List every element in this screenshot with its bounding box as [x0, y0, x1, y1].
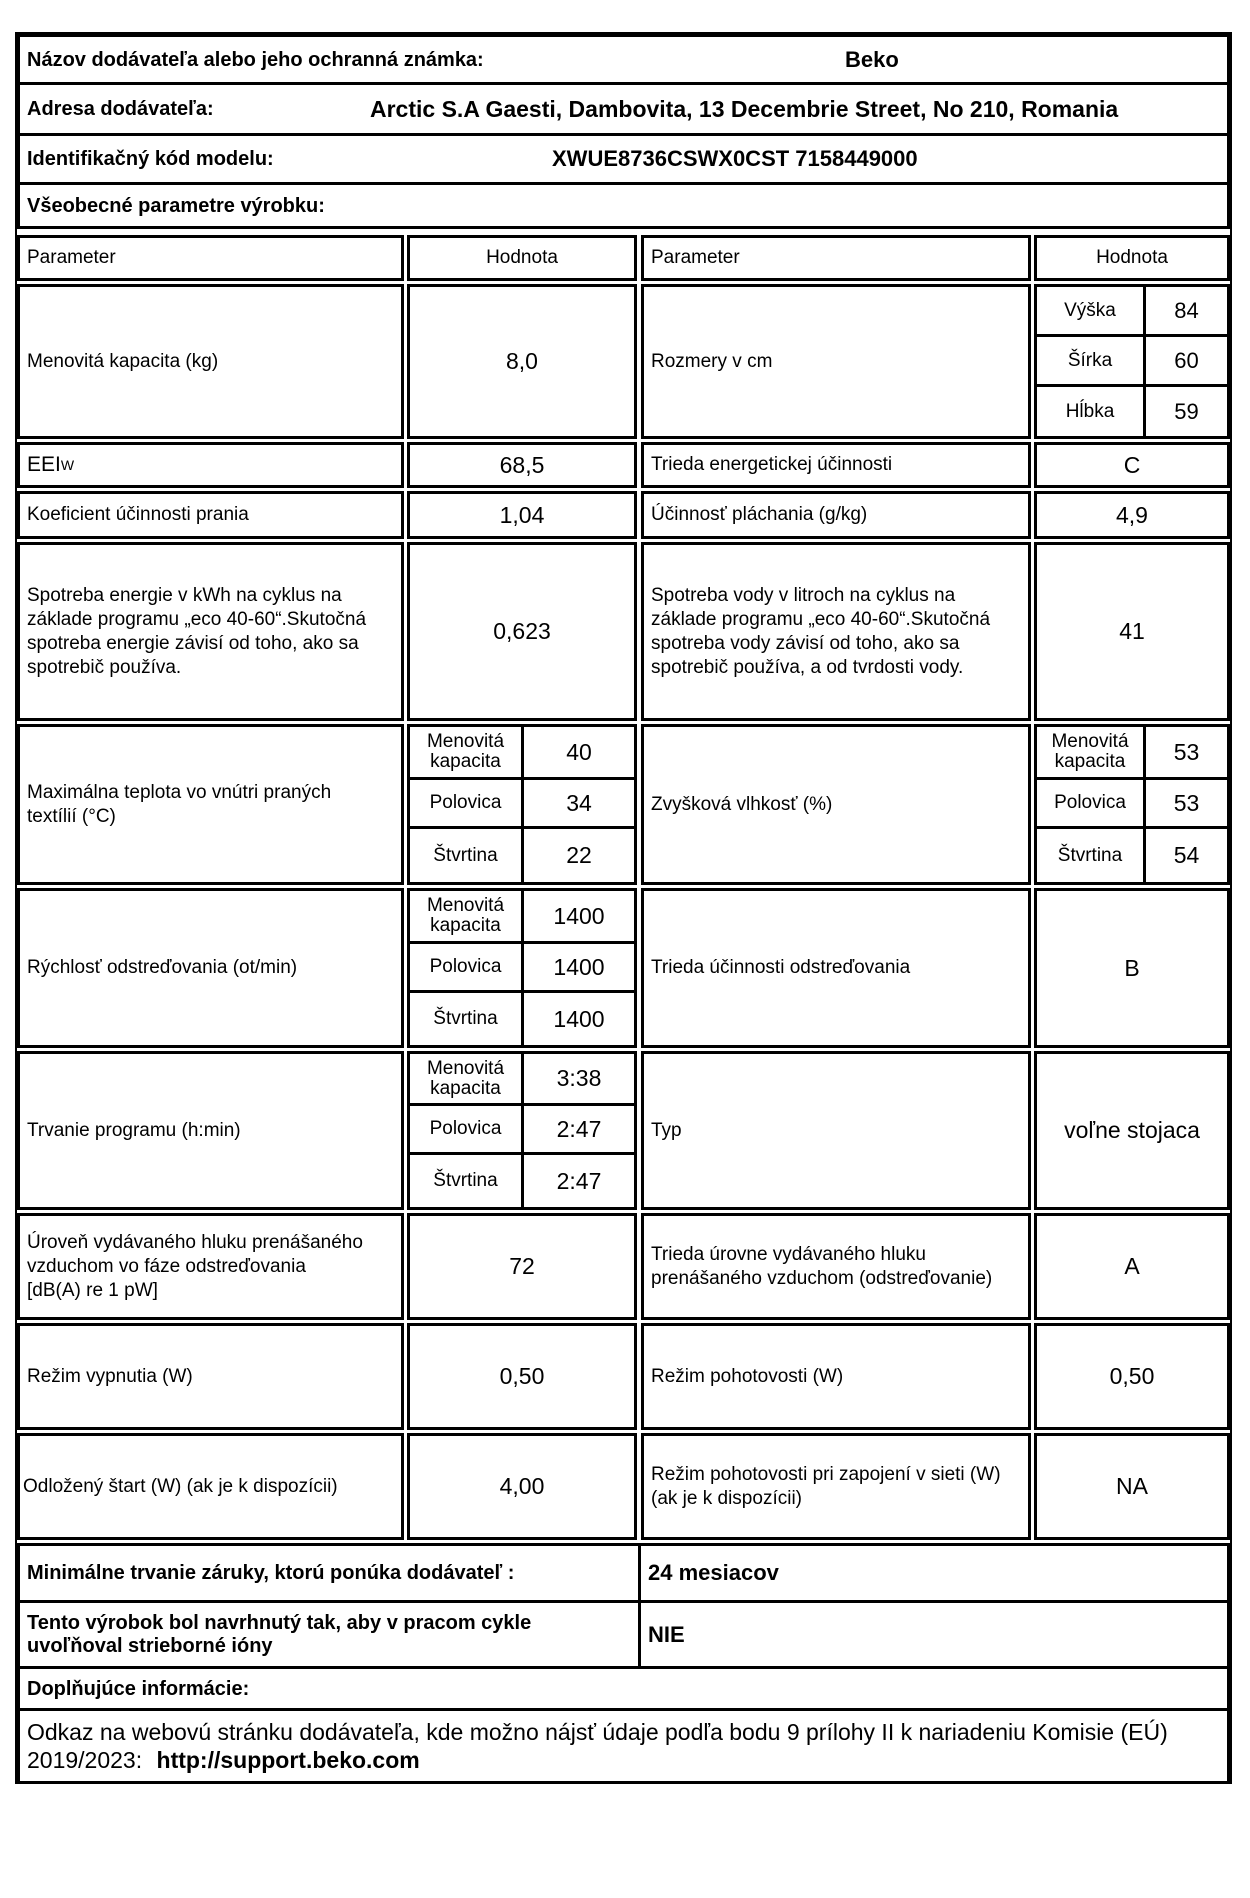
off-mode-label — [17, 1323, 404, 1430]
energy-consumption-label — [17, 542, 404, 721]
dim-width-value-text: 60 — [1174, 347, 1199, 373]
dim-depth-label — [1034, 384, 1146, 439]
header-parameter-text: Parameter — [651, 247, 740, 268]
water-consumption-label — [641, 542, 1031, 721]
dim-width-label — [1034, 334, 1146, 387]
spin-rated-value — [521, 888, 637, 944]
silver-ions-value — [638, 1600, 1230, 1669]
capacity-value-text: 8,0 — [506, 348, 538, 374]
spin-quarter-value-text: 1400 — [553, 1005, 605, 1032]
spin-half-value-text: 1400 — [553, 953, 605, 980]
duration-half-label — [407, 1103, 524, 1155]
load-half-text: Polovica — [429, 792, 502, 813]
eei-label-text: EEI — [27, 453, 61, 476]
energy-class-label-text: Trieda energetickej účinnosti — [651, 454, 893, 475]
dimensions-label — [641, 284, 1031, 439]
max-temp-half-value — [521, 777, 637, 829]
spin-rated-label — [407, 888, 524, 944]
networked-standby-label-text: Režim pohotovosti pri zapojení v sieti (W) (ak je k dispozícii) — [651, 1463, 1001, 1509]
water-consumption-label-text: Spotreba vody v litroch na cyklus na základe programu „eco 40-60“.Skutočná spotreba vody závisí od toho, ako sa spotrebič používa, a od tvrdosti vody. — [651, 584, 991, 678]
capacity-label — [17, 284, 404, 439]
max-temp-rated-label — [407, 724, 524, 780]
duration-rated-label — [407, 1051, 524, 1106]
supplier-address-label: Adresa dodávateľa: — [27, 98, 214, 120]
moisture-half-label — [1034, 777, 1146, 829]
off-mode-value — [407, 1323, 637, 1430]
capacity-label-text: Menovitá kapacita (kg) — [27, 350, 219, 372]
load-quarter-text: Štvrtina — [1057, 844, 1123, 866]
noise-level-value-text: 72 — [509, 1253, 535, 1279]
networked-standby-label — [641, 1433, 1031, 1540]
standby-mode-label-text: Režim pohotovosti (W) — [651, 1365, 844, 1387]
warranty-value-text: 24 mesiacov — [648, 1560, 779, 1585]
general-parameters-heading — [17, 182, 1230, 229]
website-reference-text — [27, 1718, 1220, 1774]
moisture-label — [641, 724, 1031, 885]
delay-start-value — [407, 1433, 637, 1540]
water-consumption-value — [1034, 542, 1230, 721]
general-parameters-label: Všeobecné parametre výrobku: — [27, 194, 325, 217]
spin-speed-label — [17, 888, 404, 1048]
energy-consumption-value — [407, 542, 637, 721]
silver-ions-label — [17, 1600, 641, 1669]
delay-start-label-text: Odložený štart (W) (ak je k dispozícii) — [23, 1475, 338, 1497]
warranty-value — [638, 1543, 1230, 1603]
rinsing-effectiveness-label — [641, 491, 1031, 539]
header-value-text: Hodnota — [1096, 247, 1168, 268]
washing-efficiency-value-text: 1,04 — [499, 501, 545, 528]
load-half-text: Polovica — [1054, 792, 1126, 813]
duration-quarter-label — [407, 1152, 524, 1210]
spin-class-label — [641, 888, 1031, 1048]
networked-standby-value-text: NA — [1116, 1473, 1148, 1499]
moisture-quarter-label — [1034, 826, 1146, 885]
header-parameter-left — [17, 235, 404, 281]
silver-ions-value-text: NIE — [648, 1621, 685, 1647]
model-id-value: XWUE8736CSWX0CST 7158449000 — [552, 146, 918, 171]
dimensions-label-text: Rozmery v cm — [651, 350, 773, 372]
rinsing-effectiveness-value-text: 4,9 — [1116, 501, 1148, 528]
spin-quarter-value — [521, 990, 637, 1048]
spin-quarter-label — [407, 990, 524, 1048]
support-website-link[interactable]: http://support.beko.com — [156, 1747, 420, 1773]
moisture-rated-value-text: 53 — [1173, 738, 1200, 765]
dim-depth-value — [1143, 384, 1230, 439]
noise-class-value — [1034, 1213, 1230, 1320]
noise-class-label — [641, 1213, 1031, 1320]
load-quarter-text: Štvrtina — [433, 1008, 498, 1029]
eei-value-text: 68,5 — [499, 451, 545, 478]
spin-class-value — [1034, 888, 1230, 1048]
energy-class-value — [1034, 442, 1230, 488]
energy-consumption-value-text: 0,623 — [493, 618, 551, 644]
load-rated-text: Menovitá kapacita — [1051, 731, 1129, 772]
rinsing-effectiveness-value — [1034, 491, 1230, 539]
standby-mode-value-text: 0,50 — [1109, 1363, 1155, 1389]
dim-width-label-text: Šírka — [1067, 349, 1113, 371]
type-label-text: Typ — [651, 1119, 682, 1141]
load-rated-text: Menovitá kapacita — [426, 1057, 505, 1099]
water-consumption-value-text: 41 — [1119, 618, 1145, 644]
max-temp-quarter-value-text: 22 — [566, 842, 592, 868]
moisture-quarter-value-text: 54 — [1173, 842, 1200, 868]
type-label — [641, 1051, 1031, 1210]
noise-level-label — [17, 1213, 404, 1320]
spin-half-value — [521, 941, 637, 993]
duration-quarter-value — [521, 1152, 637, 1210]
washing-efficiency-value — [407, 491, 637, 539]
load-half-text: Polovica — [429, 1118, 502, 1139]
additional-information-heading — [17, 1666, 1230, 1711]
load-rated-text: Menovitá kapacita — [426, 895, 505, 936]
off-mode-label-text: Režim vypnutia (W) — [27, 1365, 193, 1387]
noise-level-label-text: Úroveň vydávaného hluku prenášaného vzduchom vo fáze odstreďovania [dB(A) re 1 pW] — [27, 1231, 363, 1301]
header-parameter-right — [641, 235, 1031, 281]
moisture-half-value — [1143, 777, 1230, 829]
eei-value — [407, 442, 637, 488]
dim-height-label — [1034, 284, 1146, 337]
duration-half-value — [521, 1103, 637, 1155]
capacity-value — [407, 284, 637, 439]
standby-mode-value — [1034, 1323, 1230, 1430]
supplier-website-reference — [17, 1708, 1230, 1784]
energy-class-label — [641, 442, 1031, 488]
supplier-name-row — [17, 34, 1230, 85]
energy-class-value-text: C — [1123, 451, 1141, 478]
max-temperature-label — [17, 724, 404, 885]
moisture-rated-value — [1143, 724, 1230, 780]
spin-rated-value-text: 1400 — [553, 902, 605, 929]
standby-mode-label — [641, 1323, 1031, 1430]
dim-height-label-text: Výška — [1064, 299, 1116, 321]
load-quarter-text: Štvrtina — [433, 1170, 498, 1191]
model-id-row — [17, 133, 1230, 185]
moisture-half-value-text: 53 — [1173, 789, 1200, 816]
energy-consumption-label-text: Spotreba energie v kWh na cyklus na základe programu „eco 40-60“.Skutočná spotreba energie závisí od toho, ako sa spotrebič používa. — [27, 584, 367, 678]
eei-label: EEI W — [17, 442, 404, 488]
delay-start-label — [17, 1433, 404, 1540]
rinsing-effectiveness-label-text: Účinnosť pláchania (g/kg) — [651, 504, 868, 525]
washing-efficiency-label-text: Koeficient účinnosti prania — [27, 504, 249, 525]
load-half-text: Polovica — [429, 956, 502, 977]
max-temp-rated-value-text: 40 — [566, 738, 592, 765]
program-duration-label — [17, 1051, 404, 1210]
spin-class-value-text: B — [1124, 954, 1140, 981]
max-temp-rated-value — [521, 724, 637, 780]
dim-height-value-text: 84 — [1174, 297, 1199, 323]
header-parameter-text: Parameter — [27, 247, 116, 268]
duration-rated-value — [521, 1051, 637, 1106]
model-id-label: Identifikačný kód modelu: — [27, 148, 274, 170]
moisture-rated-label — [1034, 724, 1146, 780]
header-value-left — [407, 235, 637, 281]
duration-rated-value-text: 3:38 — [556, 1065, 602, 1091]
moisture-quarter-value — [1143, 826, 1230, 885]
supplier-address-row — [17, 82, 1230, 136]
spin-class-label-text: Trieda účinnosti odstreďovania — [651, 957, 911, 978]
program-duration-label-text: Trvanie programu (h:min) — [27, 1119, 241, 1141]
supplier-address-value: Arctic S.A Gaesti, Dambovita, 13 Decembrie Street, No 210, Romania — [370, 96, 1119, 122]
website-reference-description: Odkaz na webovú stránku dodávateľa, kde možno nájsť údaje podľa bodu 9 prílohy II k nariadeniu Komisie (EÚ) 2019/2023: — [27, 1719, 1168, 1773]
washing-efficiency-label — [17, 491, 404, 539]
dim-depth-value-text: 59 — [1174, 398, 1199, 424]
off-mode-value-text: 0,50 — [499, 1363, 545, 1389]
networked-standby-value — [1034, 1433, 1230, 1540]
spin-half-label — [407, 941, 524, 993]
max-temp-half-label — [407, 777, 524, 829]
duration-quarter-value-text: 2:47 — [556, 1167, 602, 1194]
product-information-sheet — [15, 32, 1232, 1784]
dim-height-value — [1143, 284, 1230, 337]
header-value-text: Hodnota — [486, 247, 558, 268]
moisture-label-text: Zvyšková vlhkosť (%) — [651, 793, 833, 815]
max-temp-quarter-value — [521, 826, 637, 885]
load-rated-text: Menovitá kapacita — [426, 731, 505, 772]
max-temperature-label-text: Maximálna teplota vo vnútri praných textílií (°C) — [27, 781, 332, 827]
type-value-text: voľne stojaca — [1064, 1117, 1200, 1143]
delay-start-value-text: 4,00 — [499, 1473, 545, 1499]
warranty-label — [17, 1543, 641, 1603]
duration-half-value-text: 2:47 — [556, 1115, 602, 1142]
noise-class-value-text: A — [1124, 1253, 1140, 1279]
spin-speed-label-text: Rýchlosť odstreďovania (ot/min) — [27, 957, 298, 978]
load-quarter-text: Štvrtina — [433, 844, 498, 866]
warranty-label-text: Minimálne trvanie záruky, ktorú ponúka dodávateľ : — [27, 1562, 515, 1584]
noise-class-label-text: Trieda úrovne vydávaného hluku prenášaného vzduchom (odstreďovanie) — [651, 1243, 993, 1289]
supplier-name-value: Beko — [845, 46, 899, 72]
header-value-right — [1034, 235, 1230, 281]
max-temp-half-value-text: 34 — [566, 789, 592, 816]
dim-width-value — [1143, 334, 1230, 387]
dim-depth-label-text: Hĺbka — [1065, 400, 1115, 422]
type-value — [1034, 1051, 1230, 1210]
silver-ions-label-text: Tento výrobok bol navrhnutý tak, aby v pracom cykle uvoľňoval strieborné ióny — [27, 1611, 532, 1657]
additional-information-label-text: Doplňujúce informácie: — [27, 1677, 250, 1700]
noise-level-value — [407, 1213, 637, 1320]
max-temp-quarter-label — [407, 826, 524, 885]
supplier-name-label: Názov dodávateľa alebo jeho ochranná známka: — [27, 48, 484, 71]
